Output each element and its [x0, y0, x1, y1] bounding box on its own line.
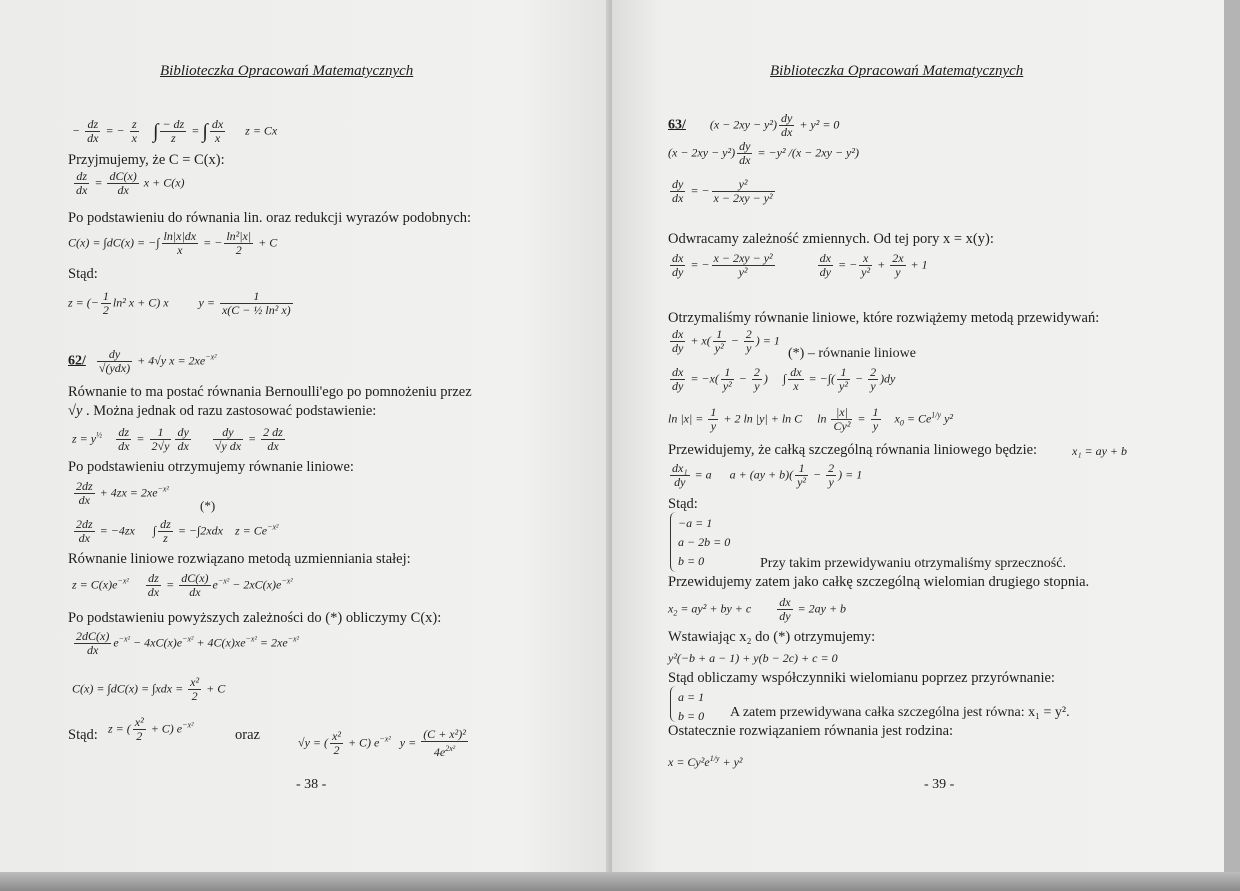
equation: $\frac{2dC(x)}{dx}$ $e^{-x^2} - 4xC(x)e^{-x^2} + 4C(x)xe^{-x^2} = 2xe^{-x^2}$ [76, 629, 299, 657]
text-line: Stąd: [68, 727, 98, 743]
exercise-number: 63/ [668, 117, 686, 133]
right-page [612, 0, 1224, 891]
exercise-number: 62/ [68, 353, 86, 369]
equation: $\frac{dy}{dx}$ = − $\frac{\text{y²}}{\text{x − 2xy − y²}}$ [672, 177, 773, 205]
text-line: Otrzymaliśmy równanie liniowe, które rozwiążemy metodą przewidywań: [668, 310, 1100, 326]
equation: C(x) = ∫dC(x) = −∫ $\frac{\ln|x|dx}{x}$ = − $\frac{\text{ln²|x|}}{2}$ + C [68, 229, 278, 257]
equation: (x − 2xy − y²) $\frac{dy}{dx}$ = −y² /(x − 2xy − y²) [668, 139, 859, 167]
text-line: Po podstawieniu do równania lin. oraz redukcji wyrazów podobnych: [68, 210, 472, 226]
text-line: oraz [235, 727, 260, 743]
text-line: Przewidujemy, że całką szczególną równania liniowego będzie: [668, 442, 1038, 458]
equation: $x = Cy^2e^{1/y} + y^2$ [668, 754, 743, 769]
text-line: A zatem przewidywana całka szczególna jest równa: x₁ = y². [730, 705, 1070, 720]
equation: $\frac{\text{dx₁}}{dy}$ = a a + (ay + b)( $\frac{1}{\text{y²}}$ − $\frac{2}{y}$ ) = 1 [672, 461, 863, 489]
equation: $\frac{dx}{dy}$ + x( $\frac{1}{\text{y²}}$ − $\frac{2}{y}$ ) = 1 [672, 327, 780, 355]
scan-shadow [0, 872, 1240, 891]
text-line: Stąd: [68, 266, 98, 282]
text-line: Przy takim przewidywaniu otrzymaliśmy sprzeczność. [760, 556, 1066, 571]
equation-system: a = 1 b = 0 [678, 690, 705, 723]
running-header: Biblioteczka Opracowań Matematycznych [160, 63, 414, 79]
equation: $z = C(x)e^{-x^2}$ $\frac{dz}{dx}$ = $\frac{dC(x)}{dx}$ $e^{-x^2} - 2xC(x)e^{-x^2}$ [72, 571, 293, 599]
equation: z = (− $\frac{1}{2}$ ln² x + C) x y = $\frac{1}{\text{x(C − ½ ln² x)}}$ [68, 289, 291, 317]
equation: $\frac{2dz}{dx}$ + $4zx = 2xe^{-x^2}$ [76, 479, 169, 507]
equation: $\frac{2dz}{dx}$ = −4zx ∫ $\frac{dz}{z}$ = −∫2xdx $z = Ce^{-x^2}$ [76, 517, 279, 545]
text-line: Przewidujemy zatem jako całkę szczególną wielomian drugiego stopnia. [668, 574, 1090, 590]
text-line: Stąd: [668, 496, 698, 512]
equation: $\frac{dx}{dy}$ = − $\frac{\text{x − 2xy − y²}}{\text{y²}}$ $\frac{dx}{dy}$ = − $\frac{x}{\text{y²}}$ + $\frac{2x}{y}$ + 1 [672, 251, 928, 279]
equation: x₁ = ay + b [1072, 444, 1128, 458]
equation-system: −a = 1 a − 2b = 0 b = 0 [678, 516, 731, 568]
text-line: Wstawiając x₂ do (*) otrzymujemy: [668, 629, 876, 645]
text-line: Odwracamy zależność zmiennych. Od tej pory x = x(y): [668, 231, 994, 247]
text-line: Stąd obliczamy współczynniki wielomianu poprzez przyrównanie: [668, 670, 1055, 686]
page-number: - 38 - [296, 777, 327, 792]
page-edge [1224, 0, 1240, 891]
equation: $\frac{dz}{dx}$ = $\frac{dC(x)}{dx}$ x + C(x) [76, 169, 185, 197]
equation: z = ( $\frac{\text{x²}}{2}$ + C) $e^{-x^2}$ [108, 715, 194, 743]
text-line: (*) – równanie liniowe [788, 346, 916, 361]
text-line: Ostatecznie rozwiązaniem równania jest rodzina: [668, 723, 954, 739]
equation: 63/ (x − 2xy − y²) $\frac{dy}{dx}$ + y² = 0 [668, 111, 840, 139]
running-header: Biblioteczka Opracowań Matematycznych [770, 63, 1024, 79]
equation: $x_2 = ay^2$ + by + c $\frac{dx}{dy}$ = 2ay + b [668, 595, 847, 623]
equation: C(x) = ∫dC(x) = ∫xdx = $\frac{\text{x²}}{2}$ + C [72, 675, 226, 703]
equation: − $\frac{dz}{dx}$ = − $\frac{z}{x}$ ∫ $\frac{- dz}{z}$ = ∫ $\frac{dx}{x}$ z = Cx [72, 117, 278, 145]
text-line: Po podstawieniu otrzymujemy równanie liniowe: [68, 459, 354, 475]
text-line: √y . Można jednak od razu zastosować podstawienie: [68, 403, 377, 419]
text-line: Równanie liniowe rozwiązano metodą uzmienniania stałej: [68, 551, 411, 567]
equation-system-brace [670, 512, 677, 572]
equation: $z = y^{\frac{1}{2}}$ $\frac{dz}{dx}$ = $\frac{1}{2√y}$ $\frac{dy}{dx}$ $\frac{dy}{\text{√y dx}}$ = $\frac{2 dz}{dx}$ [72, 425, 283, 453]
equation: √y = ( $\frac{\text{x²}}{2}$ + C) $e^{-x^2}$ y = $\frac{\text{(C + x²)²}}{4e^{2x^2}}$ [298, 727, 466, 759]
equation: 62/ $\frac{dy}{\text{√(ydx)}}$ + 4√y $x = 2xe^{-x^2}$ [68, 347, 217, 375]
text-line: Po podstawieniu powyższych zależności do (*) obliczymy C(x): [68, 610, 442, 626]
text-line: Przyjmujemy, że C = C(x): [68, 152, 225, 168]
equation: y²(−b + a − 1) + y(b − 2c) + c = 0 [668, 651, 838, 665]
left-page [0, 0, 612, 891]
page-number: - 39 - [924, 777, 955, 792]
equation-system-brace [670, 686, 677, 722]
equation: $\frac{dx}{dy}$ = −x( $\frac{1}{\text{y²}}$ − $\frac{2}{y}$ ) ∫ $\frac{dx}{x}$ = −∫( $\frac{1}{\text{y²}}$ − $\frac{2}{y}$ )dy [672, 365, 896, 393]
text-line: Równanie to ma postać równania Bernoulli'ego po pomnożeniu przez [68, 384, 472, 400]
equation: ln |x| = $\frac{1}{y}$ + 2 ln |y| + ln C ln $\frac{|x|}{\text{Cy²}}$ = $\frac{1}{y}$ $x_0 = Ce^{1/y}$ y² [668, 405, 954, 433]
equation-marker: (*) [200, 498, 216, 513]
